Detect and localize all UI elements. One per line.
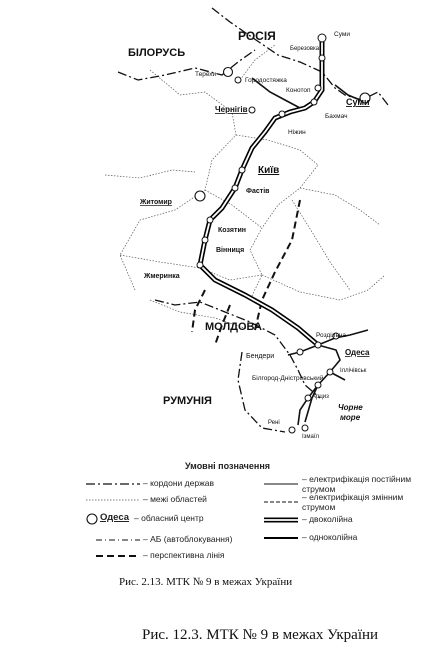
city-ilyichivsk: Іллічівськ bbox=[340, 368, 367, 374]
city-kyiv: Київ bbox=[258, 165, 280, 176]
legend-oblast-center-city: Одеса bbox=[100, 512, 130, 523]
region-borders bbox=[105, 45, 385, 330]
oblast-centers bbox=[195, 68, 370, 202]
city-bendery: Бендери bbox=[246, 353, 275, 360]
station-fastiv bbox=[232, 185, 238, 191]
caption-large: Рис. 12.3. МТК № 9 в межах України bbox=[142, 627, 379, 643]
city-izmail: Ізмаїл bbox=[302, 434, 320, 440]
station-bereza bbox=[319, 55, 325, 61]
oblast-center-chernihiv bbox=[224, 68, 233, 77]
station-vinnytsia bbox=[202, 237, 208, 243]
city-zhytomyr: Житомир bbox=[140, 199, 172, 206]
oblast-center-zhytomyr bbox=[195, 191, 205, 201]
country-moldova: МОЛДОВА bbox=[205, 321, 262, 333]
legend-single-track: – одноколійна bbox=[302, 532, 358, 542]
city-bakhmach: Бахмач bbox=[325, 113, 348, 120]
station-b-dnistrovskyi bbox=[315, 382, 321, 388]
city-b-dnistrovskyi: Білгород-Дністровський bbox=[252, 375, 324, 382]
station-koziatyn bbox=[207, 217, 213, 223]
country-romania: РУМУНІЯ bbox=[163, 395, 212, 407]
city-konotop: Конотоп bbox=[286, 87, 311, 94]
legend-oblast-center-circle bbox=[87, 514, 97, 524]
station-konotop bbox=[315, 85, 321, 91]
station-bakhmach bbox=[311, 99, 317, 105]
black-sea-label: Чорне море bbox=[338, 403, 363, 422]
station-sumy-border bbox=[318, 34, 326, 42]
legend-state-border: – кордони держав bbox=[143, 478, 214, 488]
station-gorodok bbox=[235, 77, 241, 83]
city-odesa: Одеса bbox=[345, 348, 370, 357]
station-kyiv bbox=[239, 167, 245, 173]
legend-title: Умовні позначення bbox=[185, 461, 271, 471]
legend-electr-dc: – електрифікація постійним струмом bbox=[302, 474, 412, 494]
city-bereza: Березовка bbox=[290, 46, 320, 52]
station-junction bbox=[279, 111, 285, 117]
city-vinnytsia: Вінниця bbox=[216, 247, 245, 254]
legend-electr-ac: – електрифікація змінним струмом bbox=[302, 492, 404, 512]
station-odesa-junction bbox=[315, 342, 321, 348]
city-koziatyn: Козятин bbox=[218, 227, 246, 234]
city-terekhy: Терехи bbox=[195, 71, 217, 78]
city-fastiv: Фастів bbox=[246, 188, 270, 195]
legend-ab: – АБ (автоблокування) bbox=[143, 534, 233, 544]
station-izmail bbox=[302, 425, 308, 431]
city-chernihiv: Чернігів bbox=[215, 105, 248, 114]
city-gorodok: Городостяжка bbox=[245, 77, 287, 84]
legend-perspective: – перспективна лінія bbox=[143, 550, 225, 560]
city-arcyz: Арциз bbox=[312, 394, 329, 400]
city-zhmerynka: Жмеринка bbox=[144, 273, 180, 280]
station-arcyz bbox=[305, 395, 311, 401]
legend-region-border: – межі областей bbox=[143, 494, 207, 504]
station-chernihiv bbox=[249, 107, 255, 113]
station-zhmerynka bbox=[197, 262, 203, 268]
city-sumy-border: Суми bbox=[334, 31, 350, 38]
station-bendery bbox=[297, 349, 303, 355]
legend-double-track: – двоколійна bbox=[302, 514, 353, 524]
city-nizhyn: Ніжин bbox=[288, 129, 306, 136]
station-ilyichivsk bbox=[327, 369, 333, 375]
city-sumy: Суми bbox=[346, 97, 370, 107]
country-russia: РОСІЯ bbox=[238, 29, 276, 43]
country-belarus: БІЛОРУСЬ bbox=[128, 47, 186, 59]
city-reni: Рені bbox=[268, 420, 280, 426]
legend-oblast-center: – обласний центр bbox=[134, 513, 204, 523]
city-rozdilna: Роздільна bbox=[316, 332, 347, 339]
station-reni bbox=[289, 427, 295, 433]
caption-small: Рис. 2.13. МТК № 9 в межах України bbox=[119, 576, 293, 588]
